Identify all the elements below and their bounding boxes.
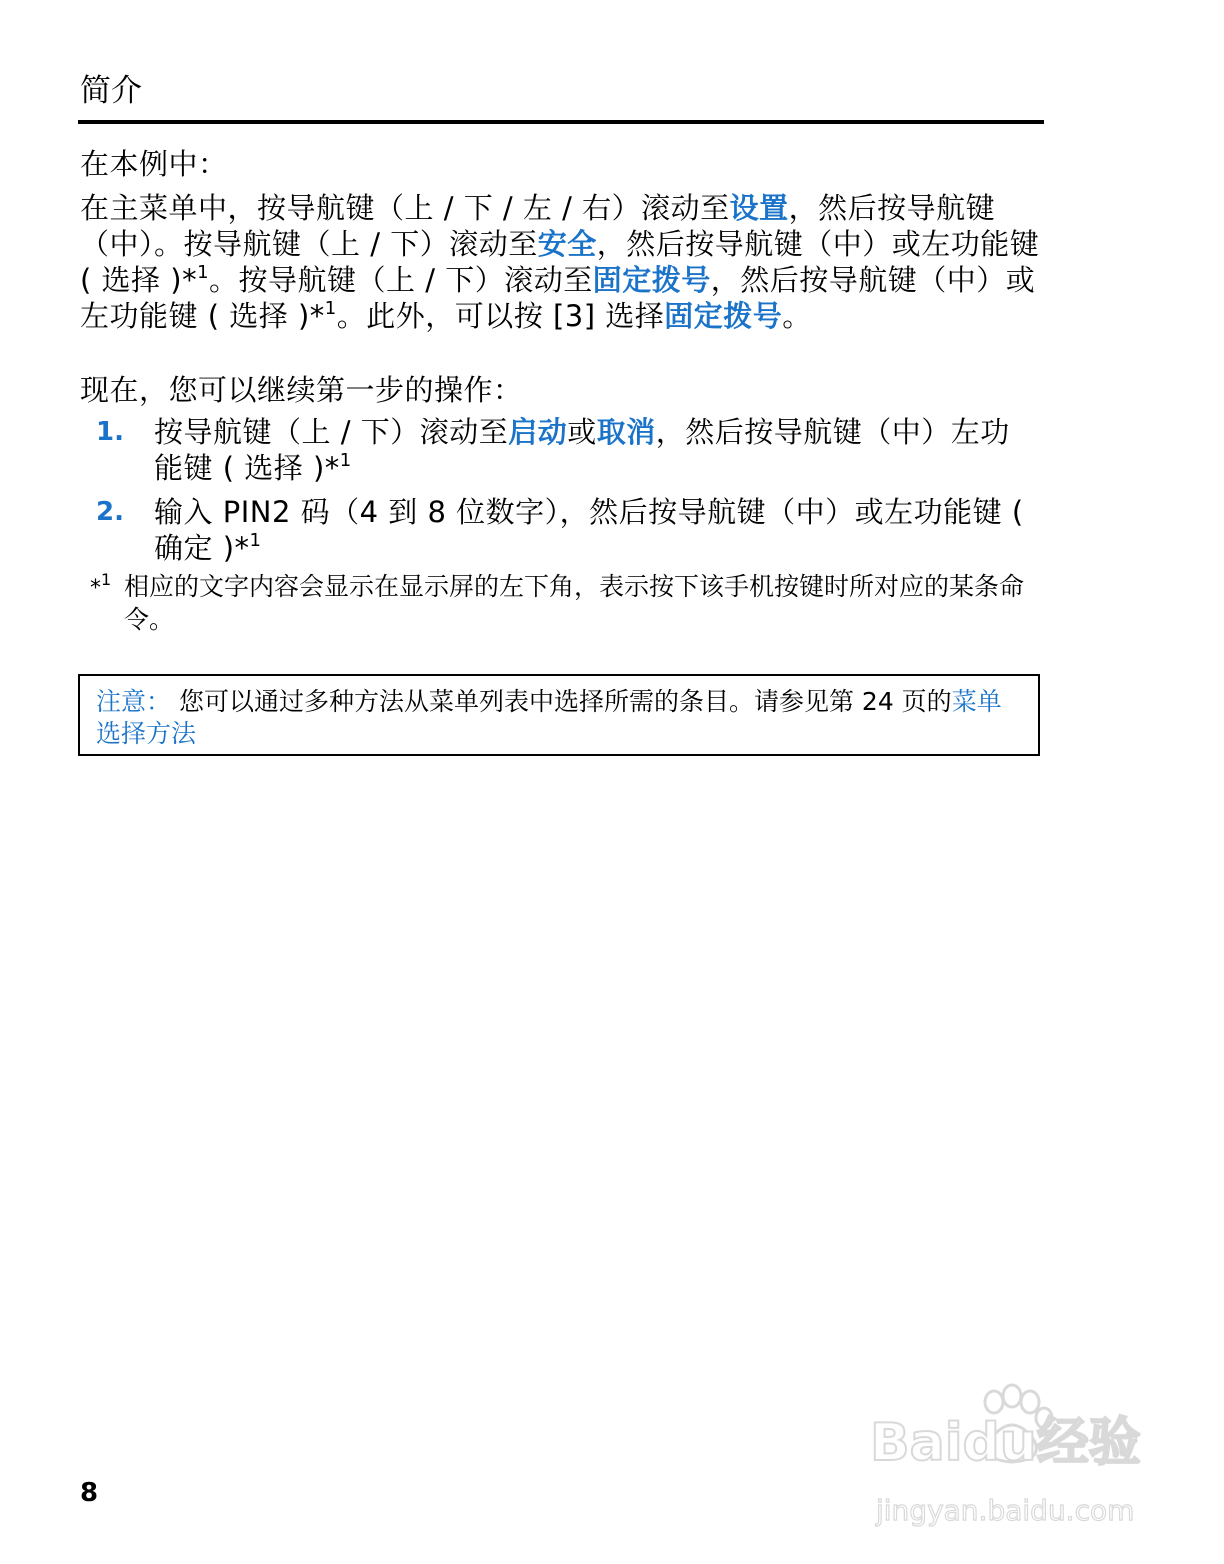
- footnote-ref: 1: [197, 262, 210, 283]
- watermark-url-text: jingyan.baidu.com: [876, 1494, 1135, 1527]
- step-text: [154, 414, 1034, 486]
- page-number: 8: [80, 1478, 99, 1508]
- step1-text-3: ，然后按导航键（中）左功能键 ( 选择 )*: [154, 415, 1010, 485]
- page-title: 简介: [80, 73, 142, 109]
- footnote-mark: [90, 570, 124, 605]
- footnote-ref: 1: [249, 530, 262, 551]
- step-text: [154, 494, 1034, 566]
- link-enable[interactable]: 启动: [508, 415, 568, 449]
- intro-text: 在本例中：: [80, 147, 228, 181]
- footnote-ref: 1: [339, 450, 352, 471]
- note-label: 注意：: [96, 687, 172, 716]
- para1-text-3: ，然后按导航键（中）或左功能键 ( 选择 )*: [80, 227, 1040, 297]
- para1-text-4: 。按导航键（上 / 下）滚动至: [209, 263, 593, 297]
- link-fixed-dialing[interactable]: 固定拨号: [592, 263, 711, 297]
- step1-text-2: 或: [567, 415, 597, 449]
- title-rule: [78, 120, 1044, 124]
- link-fixed-dialing-2[interactable]: 固定拨号: [664, 299, 783, 333]
- step-number: 2.: [96, 497, 124, 527]
- step1-text-1: 按导航键（上 / 下）滚动至: [154, 415, 509, 449]
- instruction-paragraph: [80, 190, 1040, 334]
- watermark-brand-text: Baidu经验: [870, 1413, 1141, 1473]
- para1-text-5: ，然后按导航键（中）或左功能键 ( 选择 )*: [80, 263, 1036, 333]
- link-security[interactable]: 安全: [537, 227, 597, 261]
- footnote-ref: 1: [324, 298, 337, 319]
- link-menu-selection[interactable]: 菜单选择方法: [96, 687, 1002, 748]
- step2-text-1: 输入 PIN2 码（4 到 8 位数字），然后按导航键（中）或左功能键 ( 确定 )*: [154, 495, 1024, 565]
- baidu-watermark-logo: [866, 1380, 1166, 1530]
- continue-text: 现在，您可以继续第一步的操作：: [80, 373, 523, 407]
- footnote-number: 1: [101, 570, 112, 589]
- note-text: 您可以通过多种方法从菜单列表中选择所需的条目。请参见第 24 页的: [178, 687, 952, 716]
- footnote-text: 相应的文字内容会显示在显示屏的左下角，表示按下该手机按键时所对应的某条命令。: [124, 572, 1025, 634]
- note-box: [78, 674, 1040, 756]
- para1-text-7: 。: [782, 299, 812, 333]
- para1-text-1: 在主菜单中，按导航键（上 / 下 / 左 / 右）滚动至: [80, 191, 730, 225]
- link-settings[interactable]: 设置: [729, 191, 789, 225]
- step-number: 1.: [96, 417, 124, 447]
- footnote-star: *: [90, 576, 101, 601]
- para1-text-6: 。此外，可以按 [3] 选择: [336, 299, 665, 333]
- link-cancel[interactable]: 取消: [596, 415, 656, 449]
- para1-text-2: ，然后按导航键（中）。按导航键（上 / 下）滚动至: [80, 191, 996, 261]
